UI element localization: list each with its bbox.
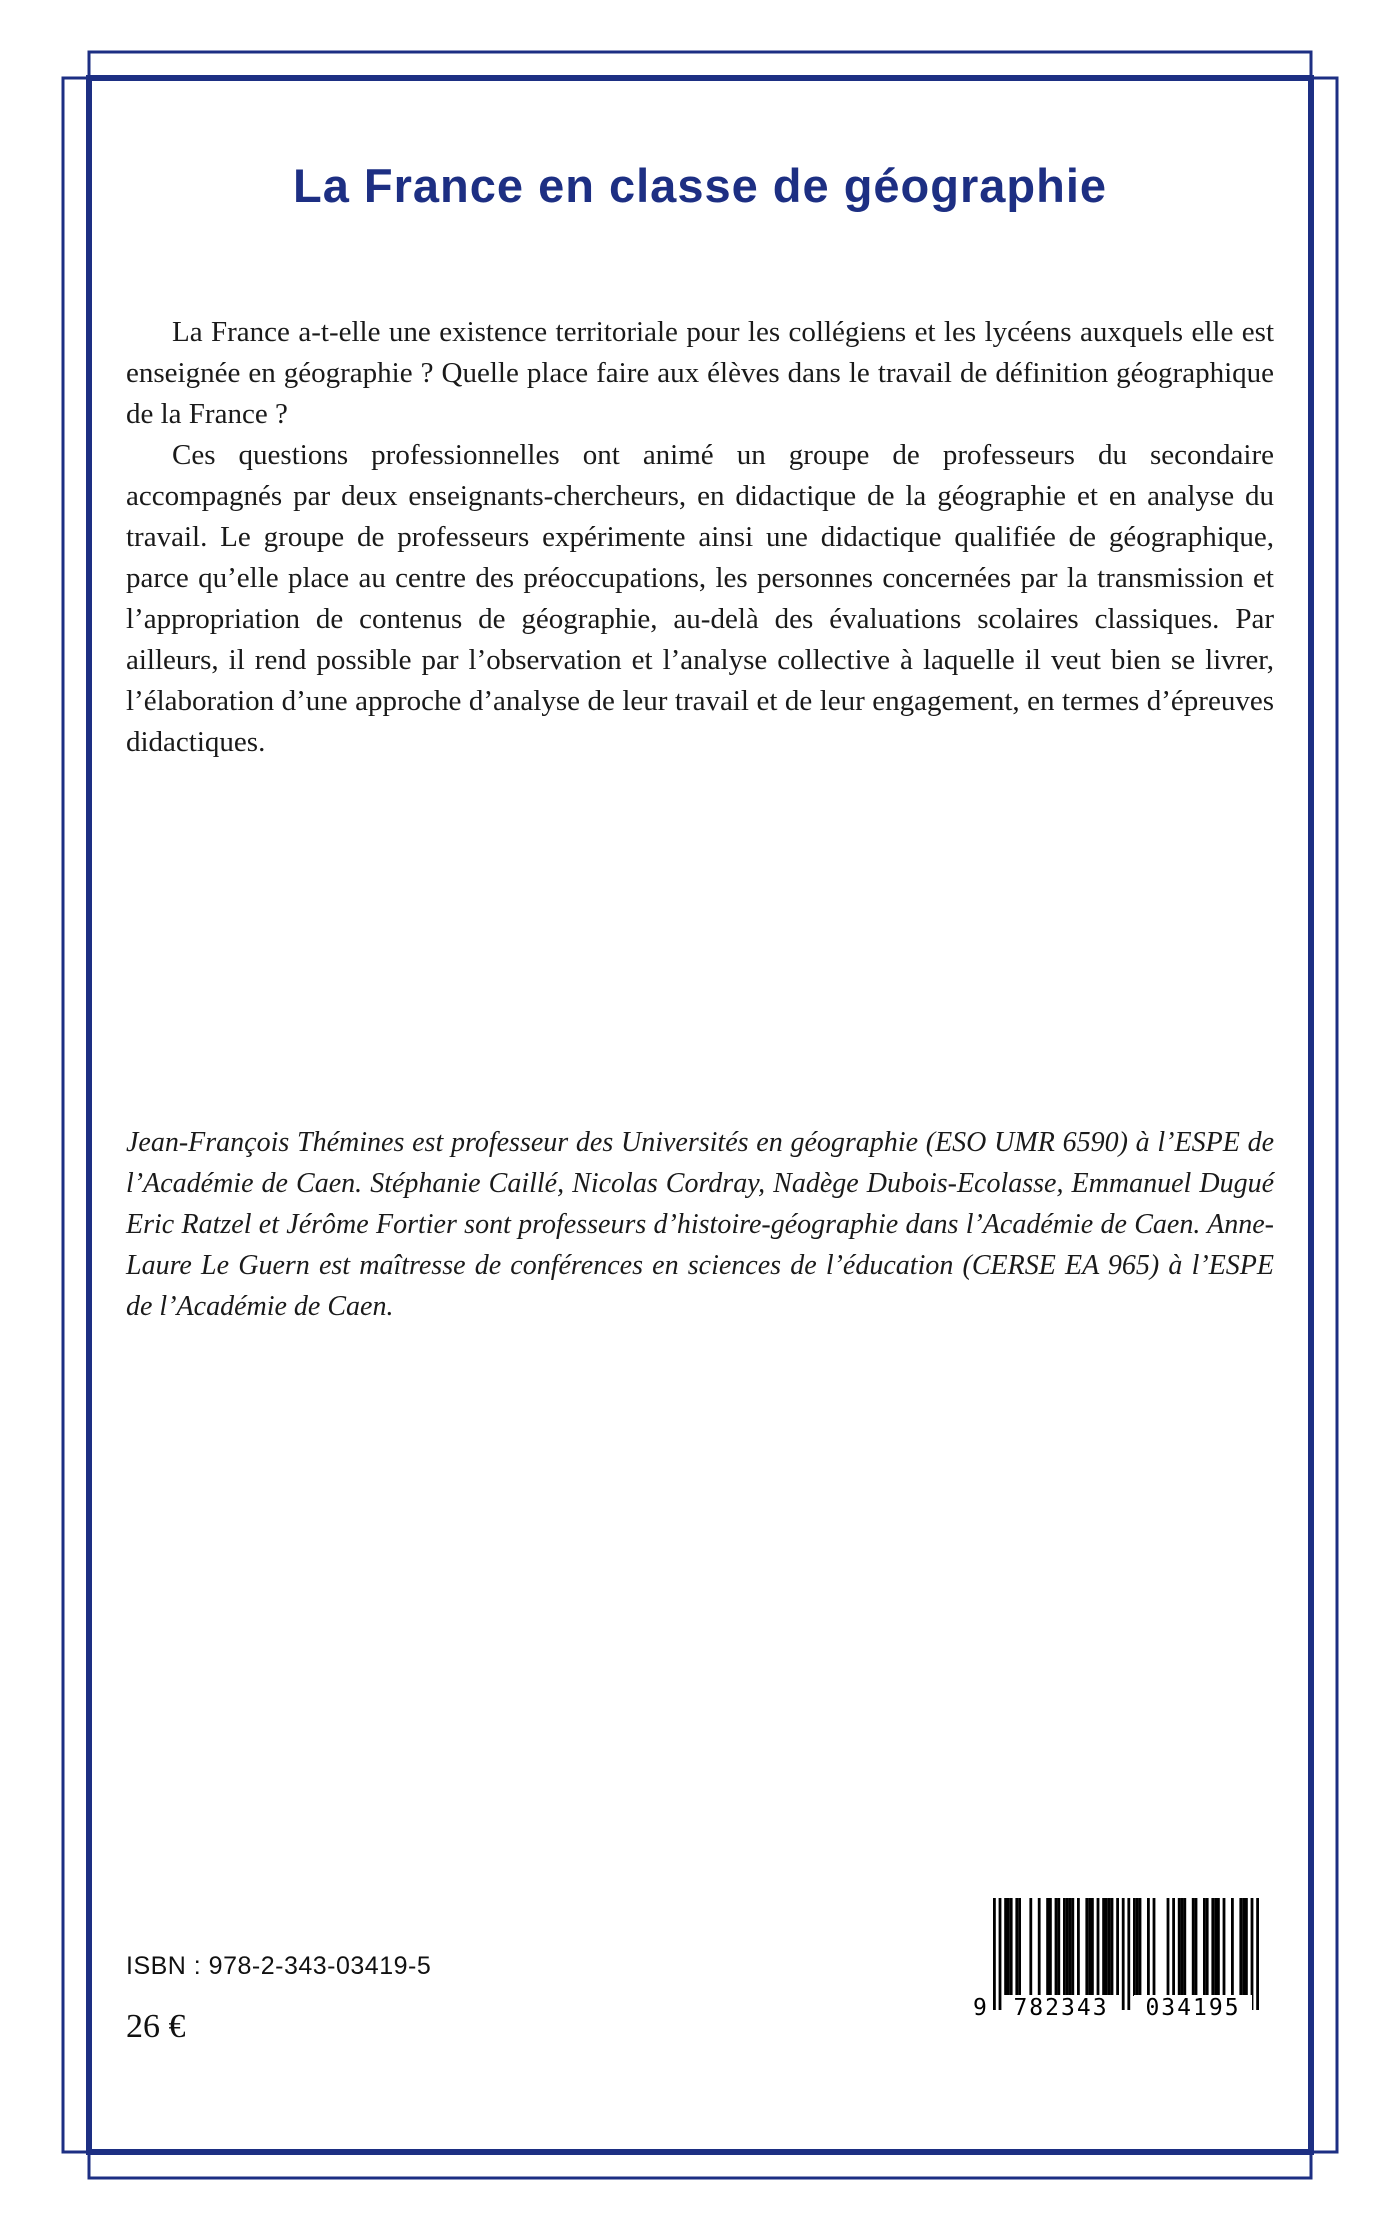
barcode-first-digit: 9 <box>973 1995 991 2021</box>
book-title: La France en classe de géographie <box>292 159 1108 212</box>
isbn-text: ISBN : 978-2-343-03419-5 <box>126 1952 432 1980</box>
synopsis-block <box>126 312 1274 763</box>
barcode-digits <box>975 1995 1265 2025</box>
synopsis-paragraph-2: Ces questions professionnelles ont animé un groupe de professeurs du secondaire accompagnés par deux enseignants-chercheurs, en didactique de la géographie et en analyse du travail. Le groupe de professeurs expérimente ainsi une didactique qualifiée de géographique, parce qu’elle place au centre des préoccupations, les personnes concernées par la transmission et l’appropriation de contenus de géographie, au-delà des évaluations scolaires classiques. Par ailleurs, il rend possible par l’observation et l’analyse collective à laquelle il veut bien se livrer, l’élaboration d’une approche d’analyse de leur travail et de leur engagement, en termes d’épreuves didactiques. <box>126 439 1274 758</box>
price-text: 26 € <box>126 2008 186 2045</box>
barcode-right-digits: 034195 <box>1134 1995 1252 2021</box>
barcode-left-digits: 782343 <box>1002 1995 1120 2021</box>
author-bio: Jean-François Thémines est professeur des Universités en géographie (ESO UMR 6590) à l’ESPE de l’Académie de Caen. Stéphanie Caillé, Nicolas Cordray, Nadège Dubois-Ecolasse, Emmanuel Dugué Eric Ratzel et Jérôme Fortier sont professeurs d’histoire-géographie dans l’Académie de Caen. Anne-Laure Le Guern est maîtresse de conférences en sciences de l’éducation (CERSE EA 965) à l’ESPE de l’Académie de Caen. <box>126 1127 1274 1322</box>
ean13-barcode <box>975 1898 1265 2032</box>
barcode-bars <box>993 1898 1259 2010</box>
synopsis-paragraph-1: La France a-t-elle une existence territoriale pour les collégiens et les lycéens auxquels elle est enseignée en géographie ? Quelle place faire aux élèves dans le travail de définition géographique de la France ? <box>126 316 1274 430</box>
